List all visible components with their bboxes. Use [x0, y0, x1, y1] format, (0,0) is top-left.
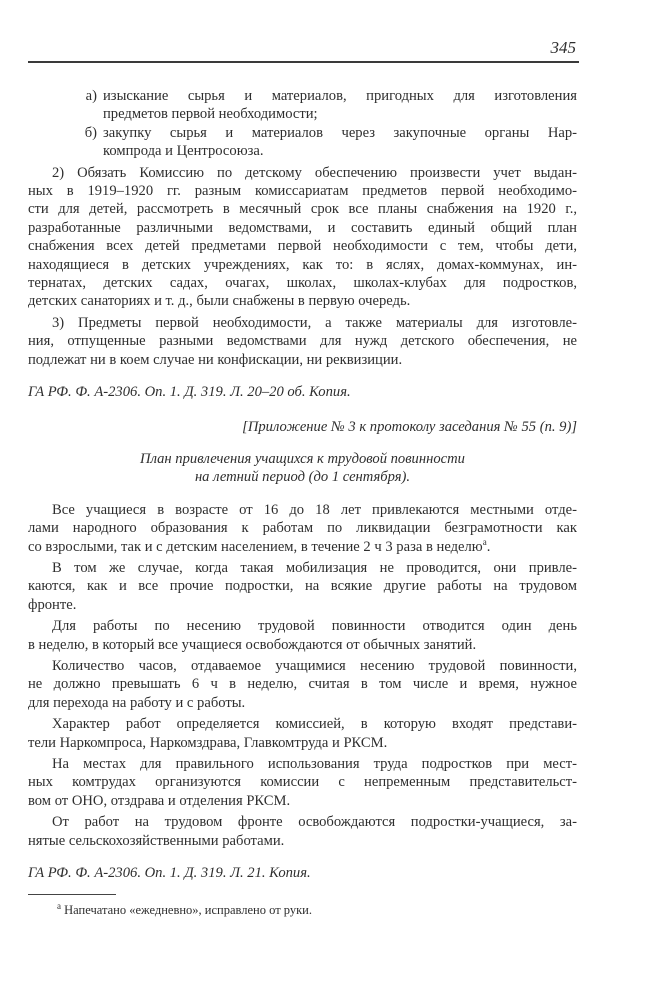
- text-line: закупку сырья и материалов через закупочные органы Нар-: [103, 124, 577, 141]
- document-title: [28, 450, 577, 487]
- paragraph: [28, 755, 577, 810]
- text-line: тернатах, детских садах, очагах, школах, школах-клубах для подростков,: [28, 275, 577, 292]
- footnote-mark: а: [482, 536, 487, 547]
- paragraph: [28, 617, 577, 654]
- footnote: [28, 901, 577, 919]
- text-line: [28, 538, 577, 556]
- paragraph: [28, 813, 577, 850]
- item-text: [103, 87, 577, 124]
- item-label: б): [84, 124, 97, 141]
- text-line: Характер работ определяется комиссией, в которую входят представи-: [52, 716, 577, 733]
- punctuation: .: [486, 538, 491, 555]
- paragraph: [28, 559, 577, 614]
- text-line: не должно превышать 6 ч в неделю, считая в том числе и время, нужное: [28, 676, 577, 693]
- list-items: [28, 87, 577, 161]
- text-line: разработанные различными ведомствами, и составить единый общий план: [28, 219, 577, 236]
- text-line: каются, как и все прочие подростки, на всякие другие работы на трудовом: [28, 578, 577, 595]
- text-line: вом от ОНО, отздрава и отделения РКСМ.: [28, 792, 291, 809]
- text-line: 2) Обязать Комиссию по детскому обеспечению произвести учет выдан-: [52, 164, 577, 181]
- text-line: ных комтрудах организуются комиссии с непременным представительст-: [28, 774, 577, 791]
- text-line: Для работы по несению трудовой повинности отводится один день: [52, 618, 577, 635]
- paragraph: [28, 715, 577, 752]
- archive-source-2: ГА РФ. Ф. А-2306. Оп. 1. Д. 319. Л. 21. Копия.: [28, 865, 311, 882]
- archive-source-1: ГА РФ. Ф. А-2306. Оп. 1. Д. 319. Л. 20–20 об. Копия.: [28, 384, 351, 401]
- paragraphs-plan: [28, 501, 577, 850]
- list-item: [28, 87, 577, 124]
- text: со взрослыми, так и с детским населением, в течение 2 ч 3 раза в неделю: [28, 538, 483, 555]
- text-line: сти для детей, рассмотреть в месячный срок все планы снабжения на 1920 г.,: [28, 201, 577, 218]
- text-line: в неделю, в который все учащиеся освобождаются от обычных занятий.: [28, 636, 477, 653]
- text-line: На местах для правильного использования труда подростков при мест-: [52, 756, 577, 772]
- item-text: [103, 124, 577, 161]
- text-line: тели Наркомпроса, Наркомздрава, Главкомтруда и РКСМ.: [28, 734, 388, 751]
- page-number: 345: [550, 38, 576, 57]
- text-line: ных в 1919–1920 гг. разным комиссариатам предметов первой необходимо-: [28, 183, 577, 200]
- text-line: Количество часов, отдаваемое учащимися несению трудовой повинности,: [52, 657, 577, 674]
- paragraph: [28, 164, 577, 311]
- paragraph: [28, 314, 577, 369]
- text-line: 3) Предметы первой необходимости, а также материалы для изготовле-: [52, 314, 577, 331]
- text-line: детских санаториях и т. д., были снабжены в первую очередь.: [28, 293, 411, 310]
- title-line: на летний период (до 1 сентября).: [194, 469, 411, 486]
- appendix-heading: [Приложение № 3 к протоколу заседания № 55 (п. 9)]: [242, 418, 577, 435]
- title-line: План привлечения учащихся к трудовой повинности: [140, 450, 465, 467]
- text-line: От работ на трудовом фронте освобождаются подростки-учащиеся, за-: [52, 814, 577, 831]
- header-rule: [28, 61, 579, 63]
- text-line: для перехода на работу и с работы.: [28, 694, 246, 711]
- text-line: В том же случае, когда такая мобилизация не проводится, они привле-: [52, 559, 577, 576]
- paragraph: [28, 501, 577, 556]
- item-label: а): [85, 88, 97, 104]
- text-line: нятые сельскохозяйственными работами.: [28, 832, 285, 849]
- text-line: ния, отпущенные разными ведомствами для нужд детского обеспечения, не: [28, 333, 577, 350]
- paragraphs-decision: [28, 164, 577, 369]
- text-line: Все учащиеся в возрасте от 16 до 18 лет привлекаются местными отде-: [52, 501, 577, 518]
- list-item: [28, 124, 577, 161]
- document-body: [28, 87, 577, 920]
- footnote-rule: [28, 894, 116, 895]
- footnote-text: Напечатано «ежедневно», исправлено от руки.: [64, 903, 313, 918]
- text-line: предметов первой необходимости;: [103, 106, 318, 123]
- text-line: фронте.: [28, 596, 77, 613]
- text-line: находящиеся в детских учреждениях, как то: в яслях, домах-коммунах, ин-: [28, 256, 577, 273]
- text-line: компрода и Центросоюза.: [103, 143, 264, 160]
- paragraph: [28, 657, 577, 712]
- text-line: изыскание сырья и материалов, пригодных для изготовления: [103, 88, 577, 104]
- footnote-mark: а: [57, 901, 61, 912]
- text-line: подлежат ни в коем случае ни конфискации, ни реквизиции.: [28, 351, 403, 368]
- text-line: лами народного образования к работам по ликвидации безграмотности как: [28, 520, 577, 537]
- text-line: снабжения всех детей предметами первой необходимости с тем, чтобы дети,: [28, 238, 577, 255]
